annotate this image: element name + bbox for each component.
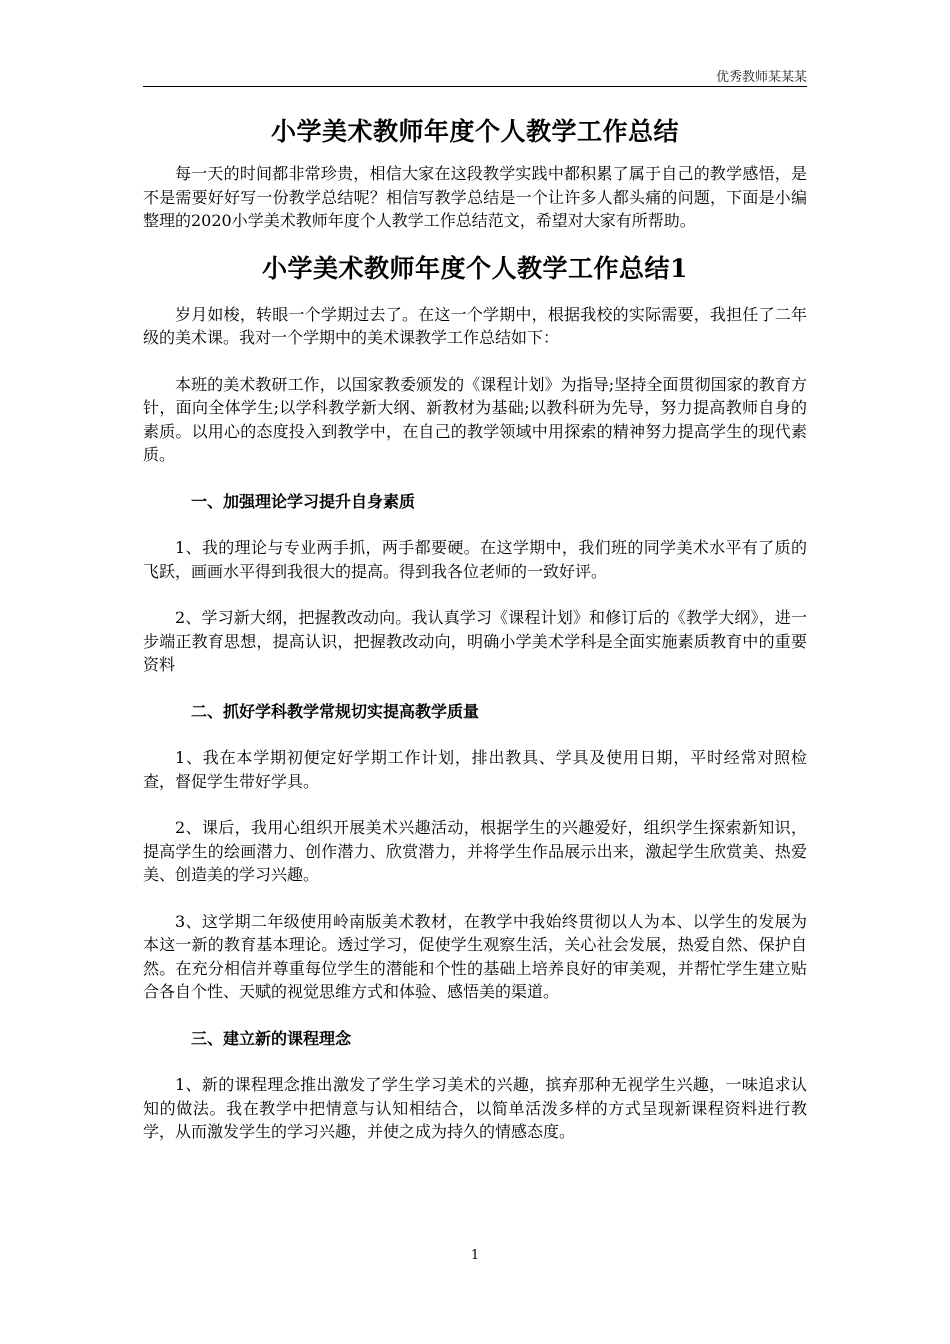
section1-paragraph-2: 2、学习新大纲，把握教改动向。我认真学习《课程计划》和修订后的《教学大纲》，进一步端正教育思想，提高认识，把握教改动向，明确小学美术学科是全面实施素质教育中的重要资料 bbox=[143, 608, 807, 674]
running-header: 优秀教师某某某 bbox=[715, 70, 807, 85]
heading-2: 二、抓好学科教学常规切实提高教学质量 bbox=[191, 701, 480, 721]
page-number: 1 bbox=[470, 1248, 480, 1263]
heading-3: 三、建立新的课程理念 bbox=[191, 1028, 352, 1048]
section2-paragraph-2: 2、课后，我用心组织开展美术兴趣活动，根据学生的兴趣爱好，组织学生探索新知识，提高学生的绘画潜力、创作潜力、欣赏潜力，并将学生作品展示出来，激起学生欣赏美、热爱美、创造美的学习兴趣。 bbox=[143, 818, 807, 884]
header-rule bbox=[143, 86, 807, 87]
section-title: 小学美术教师年度个人教学工作总结1 bbox=[262, 253, 688, 283]
paragraph-2: 本班的美术教研工作，以国家教委颁发的《课程计划》为指导;坚持全面贯彻国家的教育方针，面向全体学生;以学科教学新大纲、新教材为基础;以教科研为先导，努力提高教师自身的素质。以用心的态度投入到教学中，在自己的教学领域中用探索的精神努力提高学生的现代素质。 bbox=[143, 374, 807, 464]
section1-paragraph-1: 1、我的理论与专业两手抓，两手都要硬。在这学期中，我们班的同学美术水平有了质的飞跃，画画水平得到我很大的提高。得到我各位老师的一致好评。 bbox=[143, 538, 807, 581]
document-title: 小学美术教师年度个人教学工作总结 bbox=[270, 117, 679, 146]
intro-paragraph: 每一天的时间都非常珍贵，相信大家在这段教学实践中都积累了属于自己的教学感悟，是不是需要好好写一份教学总结呢？相信写教学总结是一个让许多人都头痛的问题，下面是小编整理的2020小学美术教师年度个人教学工作总结范文，希望对大家有所帮助。 bbox=[143, 164, 807, 230]
section2-paragraph-3: 3、这学期二年级使用岭南版美术教材，在教学中我始终贯彻以人为本、以学生的发展为本这一新的教育基本理论。透过学习，促使学生观察生活，关心社会发展，热爱自然、保护自然。在充分相信并尊重每位学生的潜能和个性的基础上培养良好的审美观，并帮忙学生建立贴合各自个性、天赋的视觉思维方式和体验、感悟美的渠道。 bbox=[143, 911, 807, 1001]
document-body bbox=[143, 112, 807, 1144]
section3-paragraph-1: 1、新的课程理念推出激发了学生学习美术的兴趣，摈弃那种无视学生兴趣，一味追求认知的做法。我在教学中把情意与认知相结合，以简单活泼多样的方式呈现新课程资料进行教学，从而激发学生的学习兴趣，并使之成为持久的情感态度。 bbox=[143, 1075, 807, 1141]
paragraph-1: 岁月如梭，转眼一个学期过去了。在这一个学期中，根据我校的实际需要，我担任了二年级的美术课。我对一个学期中的美术课教学工作总结如下： bbox=[143, 304, 807, 347]
heading-1: 一、加强理论学习提升自身素质 bbox=[191, 491, 416, 511]
section2-paragraph-1: 1、我在本学期初便定好学期工作计划，排出教具、学具及使用日期，平时经常对照检查，督促学生带好学具。 bbox=[143, 748, 807, 791]
